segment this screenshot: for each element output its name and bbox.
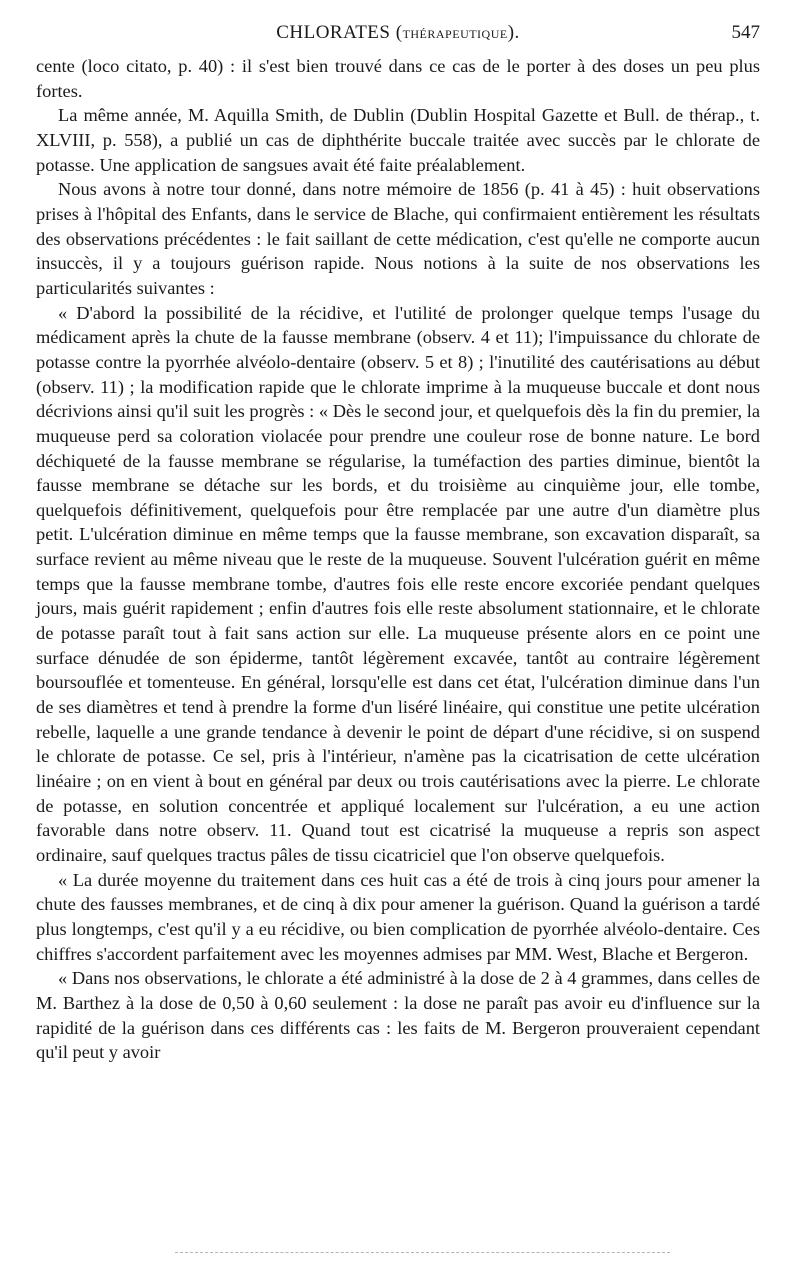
footer-rule [175,1252,670,1253]
paragraph-5: « La durée moyenne du traitement dans ces huit cas a été de trois à cinq jours pour amener la chute des fausses membranes, et de cinq à dix pour amener la guérison. Quand la guérison a tardé plus longtemps, c'est qu'il y a eu récidive, ou bien complication de pyorrhée alvéolo-dentaire. Ces chiffres s'accordent parfaitement avec les moyennes admises par MM. West, Blache et Bergeron. [36,869,760,964]
paragraph-6: « Dans nos observations, le chlorate a été administré à la dose de 2 à 4 grammes, dans celles de M. Barthez à la dose de 0,50 à 0,60 seulement : la dose ne paraît pas avoir eu d'influence sur la rapidité de la guérison dans ces différents cas : les faits de M. Bergeron prouveraient cependant qu'il peut y avoir [36,968,760,1063]
paragraph-4: « D'abord la possibilité de la récidive, et l'utilité de prolonger quelque temps l'usage du médicament après la chute de la fausse membrane (observ. 4 et 11); l'impuissance du chlorate de potasse contre la pyorrhée alvéolo-dentaire (observ. 5 et 8) ; l'inutilité des cautérisations au début (observ. 11) ; la modification rapide que le chlorate imprime à la muqueuse buccale et dont nous décrivions ainsi qu'il suit les progrès : « Dès le second jour, et quelquefois dès la fin du premier, la muqueuse perd sa coloration violacée pour prendre une couleur rose de bonne nature. Le bord déchiqueté de la fausse membrane se régularise, la tuméfaction des parties diminue, bientôt la fausse membrane se détache sur les bords, et du troisième au cinquième jour, elle tombe, quelquefois définitivement, quelquefois pour être remplacée par une autre d'un diamètre plus petit. L'ulcération diminue en même temps que la fausse membrane, son excavation disparaît, sa surface revient au même niveau que le reste de la muqueuse. Souvent l'ulcération guérit en même temps que la fausse membrane tombe, d'autres fois elle reste encore excoriée pendant quelques jours, mais guérit rapidement ; enfin d'autres fois elle reste absolument stationnaire, et le chlorate de potasse paraît tout à fait sans action sur elle. La muqueuse présente alors en ce point une surface dénudée de son épiderme, tantôt légèrement excavée, tantôt au contraire légèrement boursouflée et tomenteuse. En général, lorsqu'elle est dans cet état, l'ulcération diminue dans l'un de ses diamètres et tend à prendre la forme d'un liséré linéaire, qui constitue une petite ulcération rebelle, laquelle a une grande tendance à devenir le point de départ d'une récidive, si on suspend le chlorate de potasse. Ce sel, pris à l'intérieur, n'amène pas la cicatrisation de cette ulcération linéaire ; on en vient à bout en général par deux ou trois cautérisations avec la pierre. Le chlorate de potasse, en solution concentrée et appliqué localement sur l'ulcération, a eu une action favorable dans notre observ. 11. Quand tout est cicatrisé la muqueuse a repris son aspect ordinaire, sauf quelques tractus pâles de tissu cicatriciel que l'on observe quelquefois. [36,302,760,865]
running-title [36,22,760,44]
body-text [36,54,760,1065]
page-number: 547 [731,22,760,43]
page-header [36,22,760,52]
running-title-small-caps: THÉRAPEUTIQUE [402,27,508,41]
paragraph-3: Nous avons à notre tour donné, dans notre mémoire de 1856 (p. 41 à 45) : huit observations prises à l'hôpital des Enfants, dans le service de Blache, qui confirmaient entièrement les résultats des observations précédentes : le fait saillant de cette médication, c'est qu'elle ne comporte aucun insuccès, il y a toujours guérison rapide. Nous notions à la suite de nos observations les particularités suivantes : [36,179,760,298]
running-title-main: CHLORATES ( [276,22,403,43]
paragraph-2: La même année, M. Aquilla Smith, de Dublin (Dublin Hospital Gazette et Bull. de thérap., t. XLVIII, p. 558), a publié un cas de diphthérite buccale traitée avec succès par le chlorate de potasse. Une application de sangsues avait été faite préalablement. [36,105,760,175]
paragraph-1: cente (loco citato, p. 40) : il s'est bien trouvé dans ce cas de le porter à des doses un peu plus fortes. [36,56,760,101]
running-title-end: ). [507,22,520,43]
